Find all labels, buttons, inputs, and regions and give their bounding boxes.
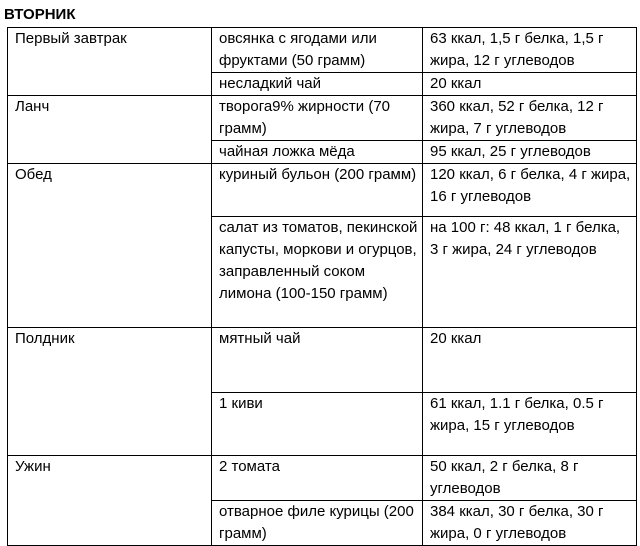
nutrition-cell: 384 ккал, 30 г белка, 30 г жира, 0 г углеводов <box>423 501 637 546</box>
meal-name: Ланч <box>8 96 212 164</box>
food-cell: 1 киви <box>212 393 423 456</box>
nutrition-cell: 61 ккал, 1.1 г белка, 0.5 г жира, 15 г углеводов <box>423 393 637 456</box>
meal-name: Первый завтрак <box>8 28 212 96</box>
nutrition-cell: 120 ккал, 6 г белка, 4 г жира, 16 г углеводов <box>423 164 637 217</box>
day-title: ВТОРНИК <box>4 6 76 23</box>
table-row <box>8 28 637 73</box>
nutrition-cell: 63 ккал, 1,5 г белка, 1,5 г жира, 12 г углеводов <box>423 28 637 73</box>
food-cell: куриный бульон (200 грамм) <box>212 164 423 217</box>
food-cell: творога9% жирности (70 грамм) <box>212 96 423 141</box>
food-cell: несладкий чай <box>212 73 423 96</box>
food-cell: чайная ложка мёда <box>212 141 423 164</box>
food-cell: 2 томата <box>212 456 423 501</box>
table-row <box>8 456 637 501</box>
table-row <box>8 328 637 393</box>
table-row <box>8 96 637 141</box>
meal-name: Полдник <box>8 328 212 456</box>
meal-name: Ужин <box>8 456 212 546</box>
food-cell: овсянка с ягодами или фруктами (50 грамм) <box>212 28 423 73</box>
nutrition-cell: 50 ккал, 2 г белка, 8 г углеводов <box>423 456 637 501</box>
nutrition-cell: 360 ккал, 52 г белка, 12 г жира, 7 г углеводов <box>423 96 637 141</box>
food-cell: мятный чай <box>212 328 423 393</box>
nutrition-cell: 95 ккал, 25 г углеводов <box>423 141 637 164</box>
nutrition-cell: 20 ккал <box>423 73 637 96</box>
nutrition-cell: на 100 г: 48 ккал, 1 г белка, 3 г жира, 24 г углеводов <box>423 217 637 328</box>
food-cell: салат из томатов, пекинской капусты, моркови и огурцов, заправленный соком лимона (100-150 грамм) <box>212 217 423 328</box>
diet-menu-table <box>7 27 637 546</box>
table-row <box>8 164 637 217</box>
nutrition-cell: 20 ккал <box>423 328 637 393</box>
food-cell: отварное филе курицы (200 грамм) <box>212 501 423 546</box>
meal-name: Обед <box>8 164 212 328</box>
